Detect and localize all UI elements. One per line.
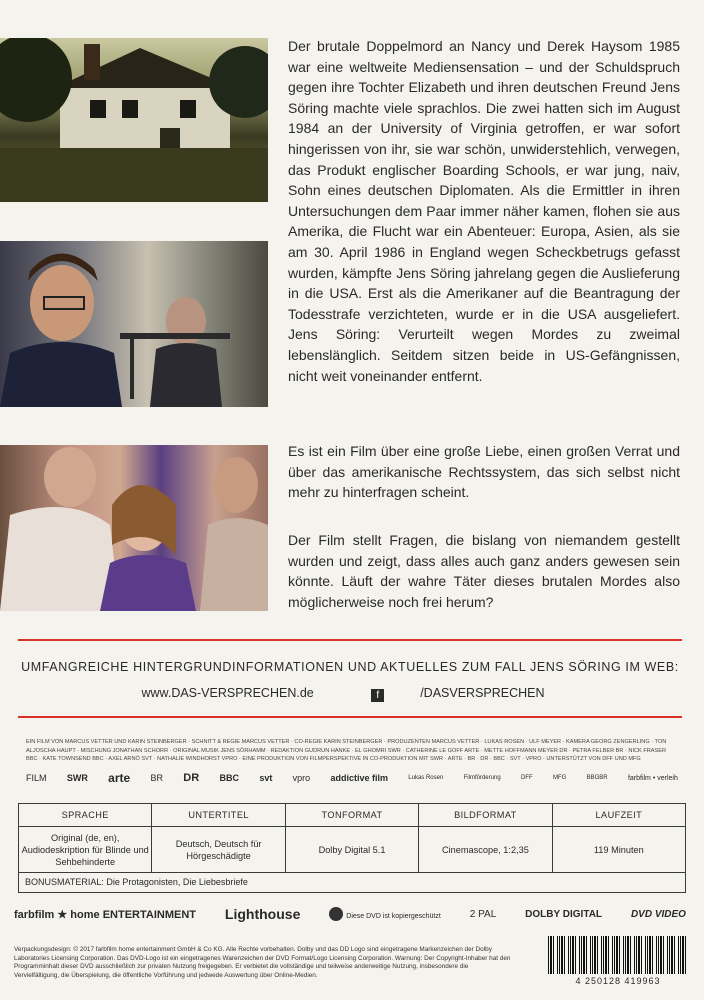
copy-protected-icon (329, 907, 343, 921)
spec-header-runtime: LAUFZEIT (552, 804, 685, 826)
specs-value-row (19, 827, 685, 873)
barcode-bars (548, 936, 688, 974)
barcode (548, 936, 688, 990)
logo-addictive-film: addictive film (330, 773, 388, 783)
logo-lighthouse: Lighthouse (224, 906, 301, 922)
web-links (0, 686, 704, 702)
divider-top (18, 639, 682, 641)
logo-vpro: vpro (292, 773, 311, 783)
logo-swr: SWR (66, 773, 88, 783)
copy-protection-notice (329, 907, 441, 921)
logo-lukas-rosen: Lukas Rosen (408, 775, 444, 781)
logo-mfg: MFG (552, 775, 567, 781)
divider-bottom (18, 716, 682, 718)
spec-header-language: SPRACHE (61, 810, 109, 820)
spec-header-picture: BILDFORMAT (418, 804, 551, 826)
copy-protection-text: Diese DVD ist kopiergeschützt (346, 913, 441, 920)
logo-br: BR (150, 773, 163, 783)
bonus-material: BONUSMATERIAL: Die Protagonisten, Die Liebesbriefe (25, 877, 248, 887)
legal-notice: Verpackungsdesign: © 2017 farbfilm home entertainment GmbH & Co KG. Alle Rechte vorbehalten. Dolby und das DD Logo sind eingetragene Markenzeichen der Dolby Laboratories Licensing Corporation. Das DVD-Logo ist ein eingetragenes Warenzeichen der DVD Format/Logo Licensing Corporation. Warnung: Der Copyright-Inhaber hat den Programminhalt dieser DVD ausschließlich zur privaten Nutzung freigegeben. Er verbietet die vollständige und teilweise anderweitige Nutzung, insbesondere die Vervielfältigung, die Überspielung, die öffentliche Vorführung und jedwede Auswertung über Online-Medien. (14, 946, 511, 979)
partner-logos (26, 771, 678, 785)
logo-filmfoerderung: Filmförderung (463, 775, 501, 781)
web-heading: UMFANGREICHE HINTERGRUNDINFORMATIONEN UND AKTUELLES ZUM FALL JENS SÖRING IM WEB: (21, 660, 679, 674)
logo-dr: DR (183, 772, 200, 784)
spec-value-subtitles: Deutsch, Deutsch für Hörgeschädigte (151, 827, 284, 872)
logo-farbfilm-home: farbfilm ★ home ENTERTAINMENT (14, 908, 196, 921)
specs-header-row (19, 804, 685, 827)
tech-specs-table (18, 803, 686, 893)
spec-value-runtime: 119 Minuten (552, 827, 685, 872)
facebook-link[interactable] (353, 686, 562, 700)
spec-value-language: Original (de, en), Audiodeskription für Blinde und Sehbehinderte (21, 832, 149, 867)
logo-film: FILM (26, 773, 47, 783)
synopsis-paragraph-3: Der Film stellt Fragen, die bislang von niemandem gestellt wurden und zeigt, dass alles auch ganz anders gewesen sein könnte. Läuft der wahre Täter dieses brutalen Mordes also möglicherweise noch frei herum? (288, 532, 680, 610)
logo-dff: DFF (520, 775, 533, 781)
facebook-icon: f (371, 689, 384, 702)
synopsis-paragraph-2: Es ist ein Film über eine große Liebe, einen großen Verrat und über das amerikanische Rechtssystem, das sich selbst nicht mehr zu hinterfragen scheint. (288, 443, 680, 501)
facebook-handle: /DASVERSPRECHEN (420, 686, 545, 700)
photo-house (0, 38, 268, 202)
logo-svt: svt (259, 773, 273, 783)
photo-courtroom-man (0, 241, 268, 407)
logo-farbfilm-verleih: farbfilm • verleih (627, 774, 678, 782)
logo-arte: arte (108, 771, 131, 785)
spec-header-subtitles: UNTERTITEL (151, 804, 284, 826)
website-link[interactable]: www.DAS-VERSPRECHEN.de (141, 686, 314, 700)
logo-region-pal: 2 PAL (469, 908, 497, 920)
logo-bbgbr: BBGBR (586, 775, 608, 781)
logo-dvd-video: DVD VIDEO (630, 908, 686, 920)
logo-dolby-digital: DOLBY DIGITAL (525, 908, 603, 920)
film-credits: EIN FILM VON MARCUS VETTER UND KARIN STEINBERGER · SCHNITT & REGIE MARCUS VETTER · CO-REGIE KARIN STEINBERGER · PRODUZENTEN MARCUS VETTER · LUKAS ROSEN · ULF MEYER · KAMERA GEORG ZENGERLING · TON ALJOSCHA HAUPT · MISCHUNG JONATHAN SCHORR · ORIGINAL MUSIK JENS SÖRHAMM · REDAKTION GUDRUN HANKE · EL GHOMRI SWR · CATHERINE LE GOFF ARTE · METTE HOFFMANN MEYER DR · PETRA FELBER BR · NICK FRASER BBC · KATE TOWNSEND BBC · AXEL ARNÖ SVT · NATHALIE WINDHORST VPRO · EINE PRODUKTION VON FILMPERSPEKTIVE IN CO-PRODUKTION MIT SWR · ARTE · BR · DR · BBC · SVT · VPRO · UNTERSTÜTZT VON DFF UND MFG (26, 739, 667, 762)
logo-bbc: BBC (219, 773, 239, 783)
spec-header-audio: TONFORMAT (285, 804, 418, 826)
synopsis-paragraph-1: Der brutale Doppelmord an Nancy und Derek Haysom 1985 war eine weltweite Mediensensation – und der Schuldspruch gegen ihre Tochter Elizabeth und ihren deutschen Freund Jens Söring machte viele sprachlos. Die zwei hatten sich im August 1984 an der University of Virginia getroffen, er war sofort hingerissen von ihr, sie war schön, unwiderstehlich, verwegen, das Produkt englischer Boarding Schools, er war jung, naiv, Sohn eines deutschen Diplomaten. Als die Ermittler in ihren Untersuchungen dem Paar immer näher kamen, flohen sie aus Amerika, die Flucht war ein Abenteuer: Europa, Asien, als sie am 30. April 1986 in England wegen Scheckbetrugs gefasst wurden, kämpfte Jens Söring jahrelang gegen die Auslieferung in die USA. Erst als die Amerikaner auf die Beantragung der Todesstrafe verzichteten, wurde er in die USA ausgeliefert. Jens Söring: Verurteilt wegen Mordes zu zweimal lebenslänglich. Seitdem sitzen beide in US-Gefängnissen, nicht weit voneinander entfernt. (288, 38, 680, 384)
spec-value-audio: Dolby Digital 5.1 (285, 827, 418, 872)
bottom-logos (14, 906, 686, 922)
spec-value-picture: Cinemascope, 1:2,35 (418, 827, 551, 872)
photo-courtroom-woman (0, 445, 268, 611)
barcode-number: 4 250128 419963 (575, 976, 661, 986)
